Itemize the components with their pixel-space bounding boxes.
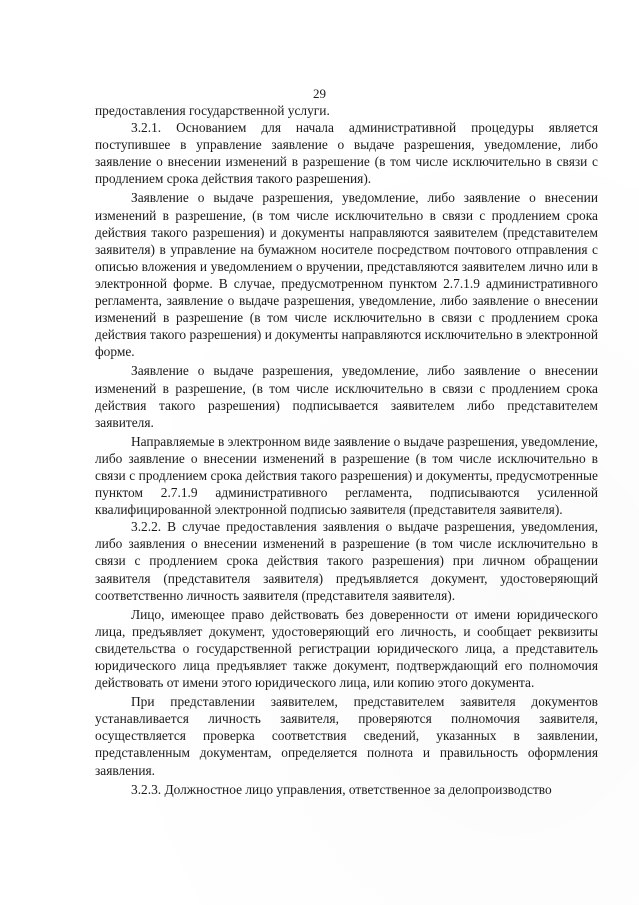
page-number: 29 [313, 86, 326, 101]
paragraph-3-2-3: 3.2.3. Должностное лицо управления, ответственное за делопроизводство [131, 781, 552, 797]
paragraph-submission-methods: Заявление о выдаче разрешения, уведомление, либо заявление о внесении изменений в разрешение, (в том числе исключительно в связи с продлением срока действия такого разрешения) и документы направляются заявителем (представителем заявителя) в управление на бумажном носителе посредством почтового отправления с описью вложения и уведомлением о вручении, представляются заявителем лично или в электронной форме. В случае, предусмотренном пунктом 2.7.1.9 административного регламента, заявление о выдаче разрешения, уведомление, либо заявление о внесении изменений в разрешение (в том числе исключительно в связи с продлением срока действия такого разрешения) и документы направляются исключительно в электронной форме. [95, 190, 598, 360]
paragraph-legal-entity: Лицо, имеющее право действовать без доверенности от имени юридического лица, предъявляет документ, удостоверяющий его личность, и сообщает реквизиты свидетельства о государственной регистрации юридического лица, а представитель юридического лица предъявляет также документ, подтверждающий его полномочия действовать от имени этого юридического лица, или копию этого документа. [95, 606, 598, 691]
paragraph-signature: Заявление о выдаче разрешения, уведомление, либо заявление о внесении изменений в разрешение, (в том числе исключительно в связи с продлением срока действия такого разрешения) подписывается заявителем либо представителем заявителя. [95, 363, 598, 430]
paragraph-electronic-signature: Направляемые в электронном виде заявление о выдаче разрешения, уведомление, либо заявление о внесении изменений в разрешение (в том числе исключительно в связи с продлением срока действия такого разрешения) и документы, предусмотренные пунктом 2.7.1.9 административного регламента, подписываются усиленной квалифицированной электронной подписью заявителя (представителя заявителя). [95, 433, 598, 518]
document-body [95, 102, 598, 798]
paragraph-3-2-2: 3.2.2. В случае предоставления заявления о выдаче разрешения, уведомления, либо заявления о внесении изменений в разрешение (в том числе исключительно в связи с продлением срока действия такого разрешения) при личном обращении заявителя (представителя заявителя) предъявляется документ, удостоверяющий соответственно личность заявителя (представителя заявителя). [95, 519, 598, 603]
paragraph-3-2-1: 3.2.1. Основанием для начала административной процедуры является поступившее в управление заявление о выдаче разрешения, уведомление, либо заявление о внесении изменений в разрешение (в том числе исключительно в связи с продлением срока действия такого разрешения). [95, 120, 598, 187]
paragraph-continuation: предоставления государственной услуги. [95, 103, 330, 118]
paragraph-verification: При представлении заявителем, представителем заявителя документов устанавливается личность заявителя, проверяются полномочия заявителя, осуществляется проверка соответствия сведений, указанных в заявлении, представленным документам, определяется полнота и правильность оформления заявления. [95, 694, 598, 778]
